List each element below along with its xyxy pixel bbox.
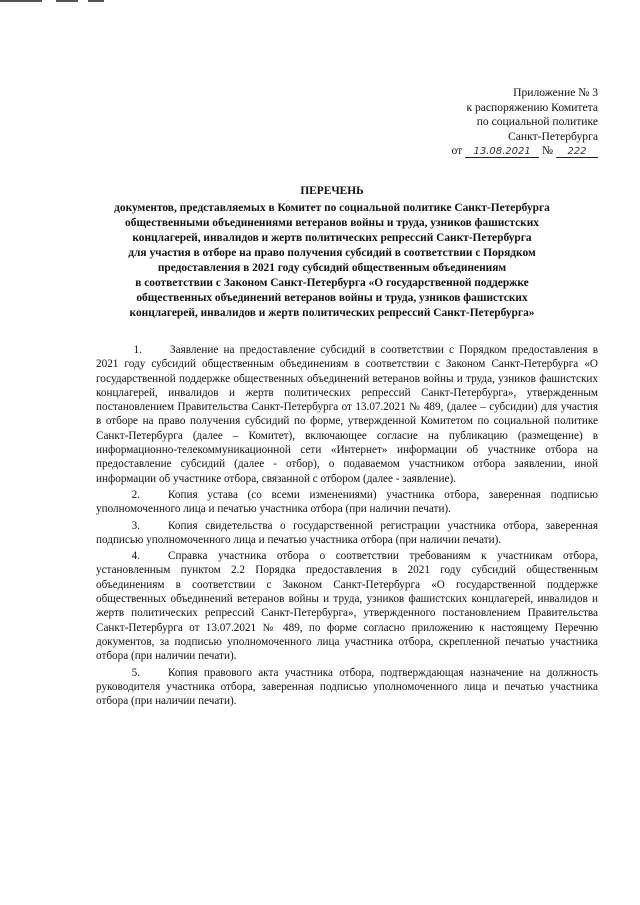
title-line: предоставления в 2021 году субсидий общественным объединениям (157, 262, 507, 274)
title-line: для участия в отборе на право получения субсидий в соответствии с Порядком (128, 247, 536, 259)
appendix-line: по социальной политике (476, 115, 598, 129)
handwritten-number: 222 (556, 146, 598, 158)
list-item (96, 519, 598, 548)
title-heading: ПЕРЕЧЕНЬ (300, 185, 364, 197)
item-text: Копия свидетельства о государственной регистрации участника отбора, заверенная подписью уполномоченного лица и печатью участника отбора (при наличии печати). (96, 519, 598, 546)
document-title (96, 184, 568, 321)
title-line: документов, представляемых в Комитет по социальной политике Санкт-Петербурга (114, 202, 550, 214)
item-text: Заявление на предоставление субсидий в соответствии с Порядком предоставления в 2021 году субсидий общественным объединениям в соответствии с Законом Санкт-Петербурга «О государственной поддержке общественных объединений ветеранов войны и труда, узников фашистских концлагерей, инвалидов и жертв политических репрессий Санкт-Петербурга», утвержденным постановлением Правительства Санкт-Петербурга от 13.07.2021 № 489, (далее – субсидии) для участия в отборе на право получения субсидий по форме, утвержденной Комитетом по социальной политике Санкт-Петербурга (далее – Комитет), включающее согласие на публикацию (размещение) в информационно-телекоммуникационной сети «Интернет» информации об участнике отбора на предоставление субсидий (далее - отбор), о подаваемом участником отбора заявлении, иной информации об участнике отбора, связанной с отбором (далее - заявление). (96, 344, 598, 485)
scan-artifact-mark (88, 0, 104, 2)
document-list (96, 343, 598, 710)
item-number: 2. (131, 488, 140, 501)
scan-artifact-mark (0, 0, 42, 2)
item-text: Справка участника отбора о соответствии требованиям к участникам отбора, установленным пунктом 2.2 Порядка предоставления в 2021 году субсидий общественным объединениям в соответствии с Законом Санкт-Петербурга «О государственной поддержке общественных объединений ветеранов войны и труда, узников фашистских концлагерей, инвалидов и жертв политических репрессий Санкт-Петербурга», утвержденного постановлением Правительства Санкт-Петербурга от 13.07.2021 № 489, по форме согласно приложению к настоящему Перечню документов, за подписью уполномоченного лица участника отбора, скрепленной печатью участника отбора (при наличии печати). (96, 550, 598, 663)
item-number: 5. (131, 666, 140, 679)
appendix-line: Приложение № 3 (513, 86, 598, 99)
appendix-header (452, 86, 599, 159)
list-item (96, 343, 598, 486)
list-item (96, 488, 598, 517)
scan-artifact-mark (56, 0, 78, 2)
list-item (96, 549, 598, 663)
item-text: Копия устава (со всеми изменениями) участника отбора, заверенная подписью уполномоченного лица и печатью участника отбора (при наличии печати). (96, 488, 598, 516)
title-line: в соответствии с Законом Санкт-Петербурга «О государственной поддержке (135, 277, 529, 289)
handwritten-date: 13.08.2021 (465, 146, 539, 158)
title-line: концлагерей, инвалидов и жертв политических репрессий Санкт-Петербурга (132, 232, 532, 244)
list-item (96, 666, 598, 709)
appendix-line: Санкт-Петербурга (508, 129, 598, 143)
item-text: Копия правового акта участника отбора, подтверждающая назначение на должность руководителя участника отбора, заверенная подписью уполномоченного лица и печатью участника отбора (при наличии печати). (96, 666, 598, 708)
number-label: № (542, 144, 554, 158)
title-line: концлагерей, инвалидов и жертв политических репрессий Санкт-Петербурга» (129, 307, 535, 319)
item-number: 1. (133, 344, 142, 356)
from-label: от (451, 144, 463, 158)
appendix-line: к распоряжению Комитета (466, 100, 598, 114)
title-line: общественными объединениями ветеранов войны и труда, узников фашистских (125, 217, 539, 229)
item-number: 4. (131, 550, 140, 563)
item-number: 3. (131, 519, 140, 532)
appendix-date-line (452, 144, 599, 159)
title-line: общественных объединений ветеранов войны и труда, узников фашистских (136, 292, 528, 304)
